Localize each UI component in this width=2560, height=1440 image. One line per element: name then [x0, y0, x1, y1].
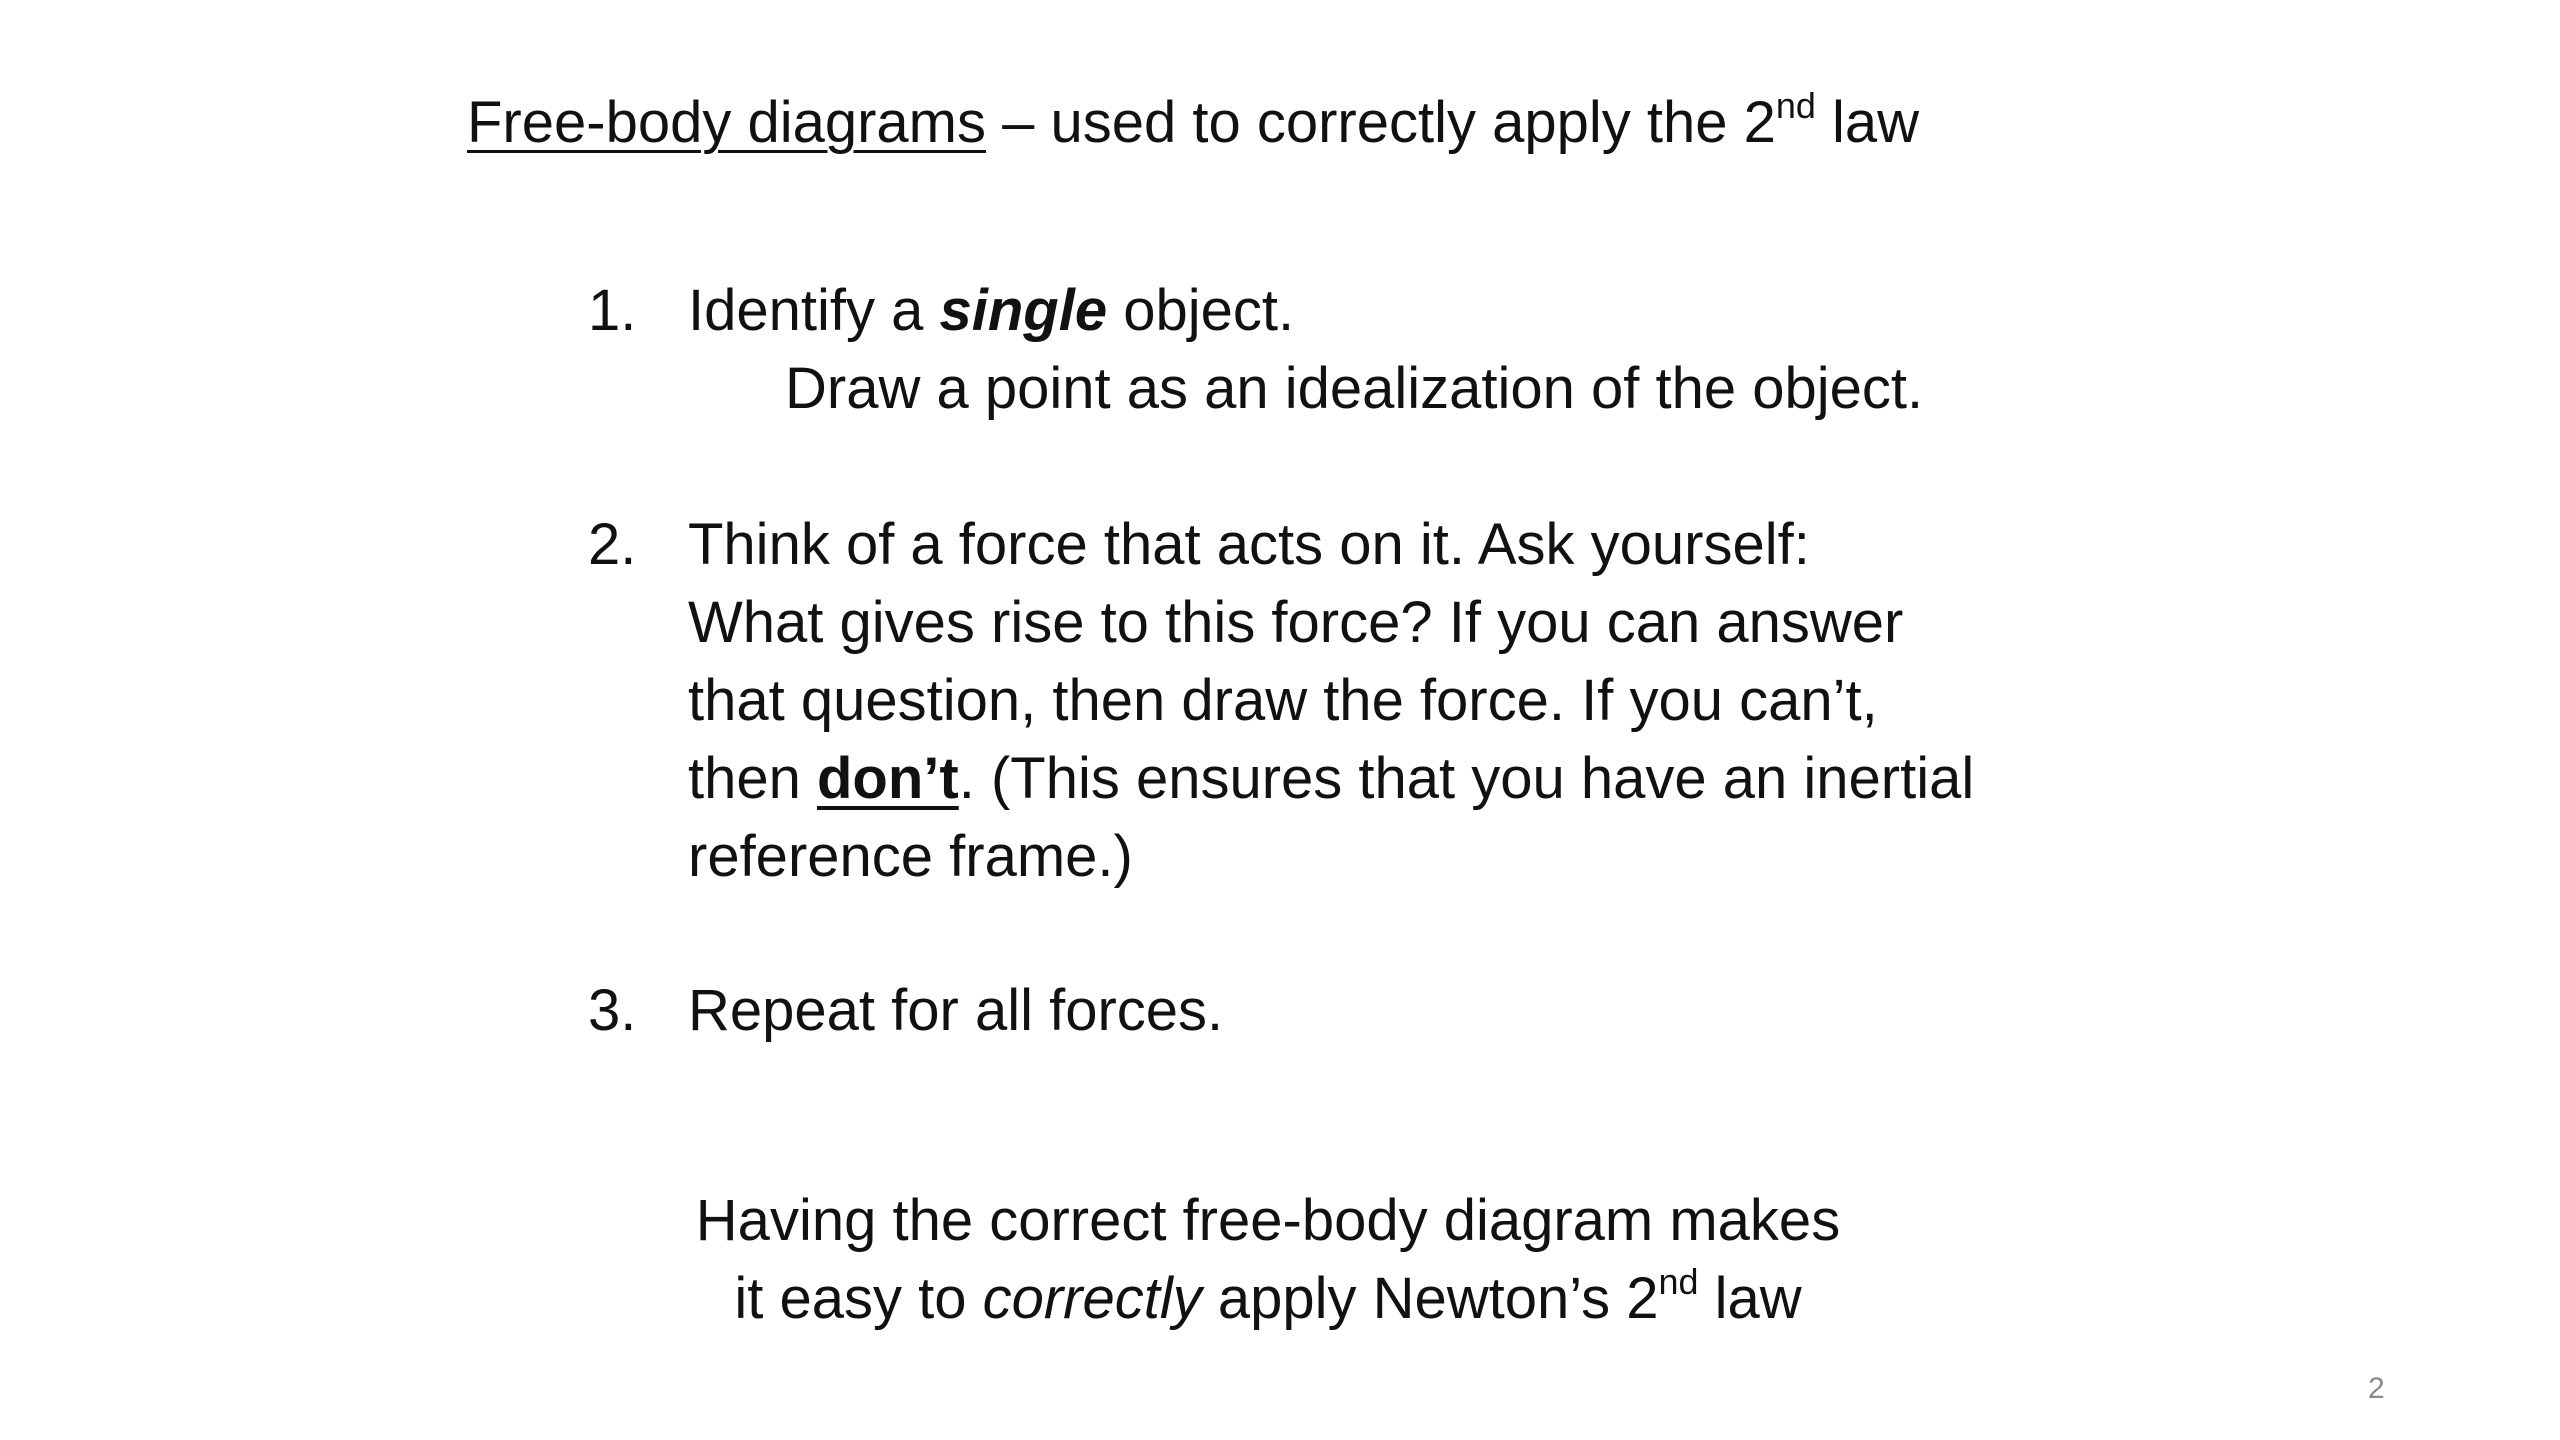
step-2-line-1: Think of a force that acts on it. Ask yourself:	[688, 512, 1810, 577]
title-rest-text: – used to correctly apply the 2	[986, 90, 1776, 155]
summary-line-2-mid: apply Newton’s 2	[1201, 1266, 1659, 1331]
summary-superscript: nd	[1658, 1261, 1699, 1303]
step-2-line-4	[688, 740, 1974, 818]
step-2-line-4-pre: then	[688, 746, 817, 811]
summary-line-1: Having the correct free-body diagram makes	[695, 1188, 1841, 1253]
step-1-number: 1.	[588, 278, 637, 343]
step-1-line-2: Draw a point as an idealization of the object.	[785, 356, 1924, 421]
step-2-emphasis: don’t	[817, 746, 959, 811]
summary-emphasis: correctly	[982, 1266, 1202, 1331]
title-rest-end: law	[1815, 90, 1920, 155]
summary-line-2-post: law	[1698, 1266, 1802, 1331]
step-2-number: 2.	[588, 512, 637, 577]
step-1-line-1	[688, 272, 1294, 350]
step-1-emphasis: single	[939, 278, 1108, 343]
step-1-line-1-pre: Identify a	[688, 278, 940, 343]
page-number: 2	[2368, 1372, 2385, 1405]
slide-title	[467, 85, 1920, 158]
step-2-line-2: What gives rise to this force? If you can answer	[688, 590, 1904, 655]
step-1-line-1-post: object.	[1107, 278, 1295, 343]
step-2-line-3: that question, then draw the force. If you can’t,	[688, 668, 1878, 733]
title-superscript: nd	[1775, 85, 1816, 127]
step-2-line-4-post: . (This ensures that you have an inertial	[958, 746, 1975, 811]
title-underlined-text: Free-body diagrams	[467, 90, 986, 155]
step-3-number: 3.	[588, 978, 637, 1043]
step-3-line-1: Repeat for all forces.	[688, 978, 1224, 1043]
summary-line-2-pre: it easy to	[734, 1266, 983, 1331]
step-2-line-5: reference frame.)	[688, 824, 1133, 889]
summary-line-2	[0, 1260, 2548, 1338]
